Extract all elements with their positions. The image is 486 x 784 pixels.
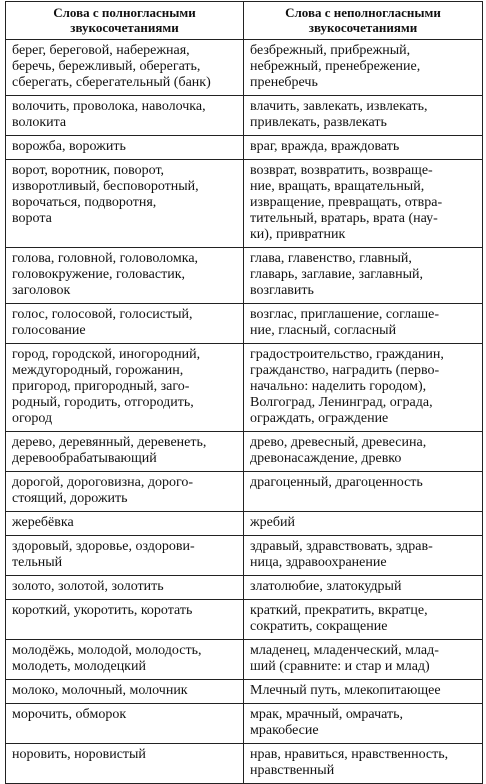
cell-non-full-vowel: жребий <box>244 512 483 536</box>
table-row <box>6 576 483 600</box>
cell-full-vowel: короткий, укоротить, коротать <box>6 600 244 640</box>
cell-full-vowel: норовить, норовистый <box>6 744 244 784</box>
table-row <box>6 96 483 136</box>
table-row <box>6 40 483 96</box>
cell-full-vowel: морочить, обморок <box>6 704 244 744</box>
cell-full-vowel: молоко, молочный, молочник <box>6 680 244 704</box>
cell-non-full-vowel: здравый, здравствовать, здрав- ница, здравоохранение <box>244 536 483 576</box>
cell-full-vowel: ворот, воротник, поворот, изворотливый, бесповоротный, ворочаться, подворотня, ворота <box>6 160 244 248</box>
cell-non-full-vowel: краткий, прекратить, вкратце, сократить, сокращение <box>244 600 483 640</box>
cell-non-full-vowel: глава, главенство, главный, главарь, заглавие, заглавный, возглавить <box>244 248 483 304</box>
table-row <box>6 600 483 640</box>
table-row <box>6 304 483 344</box>
table-row <box>6 248 483 304</box>
cell-non-full-vowel: градостроительство, гражданин, гражданство, наградить (перво- начально: наделить городом), Волгоград, Ленинград, ограда, ограждать, ограждение <box>244 344 483 432</box>
cell-non-full-vowel: древо, древесный, древесина, древонасаждение, древко <box>244 432 483 472</box>
cell-full-vowel: молодёжь, молодой, молодость, молодеть, молодецкий <box>6 640 244 680</box>
cell-non-full-vowel: Млечный путь, млекопитающее <box>244 680 483 704</box>
cell-non-full-vowel: младенец, младенческий, млад- ший (сравните: и стар и млад) <box>244 640 483 680</box>
table-row <box>6 680 483 704</box>
table-row <box>6 536 483 576</box>
cell-full-vowel: дорогой, дороговизна, дорого- стоящий, дорожить <box>6 472 244 512</box>
table-row <box>6 704 483 744</box>
cell-full-vowel: город, городской, иногородний, междугородный, горожанин, пригород, пригородный, заго- родный, городить, отгородить, огород <box>6 344 244 432</box>
cell-non-full-vowel: златолюбие, златокудрый <box>244 576 483 600</box>
cell-full-vowel: жеребёвка <box>6 512 244 536</box>
cell-full-vowel: голова, головной, головоломка, головокружение, головастик, заголовок <box>6 248 244 304</box>
table-row <box>6 136 483 160</box>
cell-non-full-vowel: нрав, нравиться, нравственность, нравственный <box>244 744 483 784</box>
vocabulary-table <box>5 1 483 784</box>
cell-non-full-vowel: возврат, возвратить, возвраще- ние, вращать, вращательный, извращение, превращать, отвра- тительный, вратарь, врата (нау- ки), привратник <box>244 160 483 248</box>
cell-full-vowel: голос, голосовой, голосистый, голосование <box>6 304 244 344</box>
table-row <box>6 512 483 536</box>
header-full-vowel-words: Слова с полногласными звукосочетаниями <box>6 2 244 40</box>
cell-non-full-vowel: враг, вражда, враждовать <box>244 136 483 160</box>
cell-full-vowel: ворожба, ворожить <box>6 136 244 160</box>
table-row <box>6 432 483 472</box>
header-non-full-vowel-words: Слова с неполногласными звукосочетаниями <box>244 2 483 40</box>
table-row <box>6 744 483 784</box>
table-row <box>6 640 483 680</box>
cell-non-full-vowel: мрак, мрачный, омрачать, мракобесие <box>244 704 483 744</box>
cell-non-full-vowel: драгоценный, драгоценность <box>244 472 483 512</box>
cell-non-full-vowel: влачить, завлекать, извлекать, привлекать, развлекать <box>244 96 483 136</box>
cell-full-vowel: золото, золотой, золотить <box>6 576 244 600</box>
cell-full-vowel: дерево, деревянный, деревенеть, деревообрабатывающий <box>6 432 244 472</box>
table-row <box>6 160 483 248</box>
cell-full-vowel: волочить, проволока, наволочка, волокита <box>6 96 244 136</box>
cell-non-full-vowel: безбрежный, прибрежный, небрежный, пренебрежение, пренебречь <box>244 40 483 96</box>
table-row <box>6 344 483 432</box>
cell-full-vowel: берег, береговой, набережная, беречь, бережливый, оберегать, сберегать, сберегательный (банк) <box>6 40 244 96</box>
cell-full-vowel: здоровый, здоровье, оздорови- тельный <box>6 536 244 576</box>
table-row <box>6 472 483 512</box>
table-header-row <box>6 2 483 40</box>
cell-non-full-vowel: возглас, приглашение, соглаше- ние, гласный, согласный <box>244 304 483 344</box>
